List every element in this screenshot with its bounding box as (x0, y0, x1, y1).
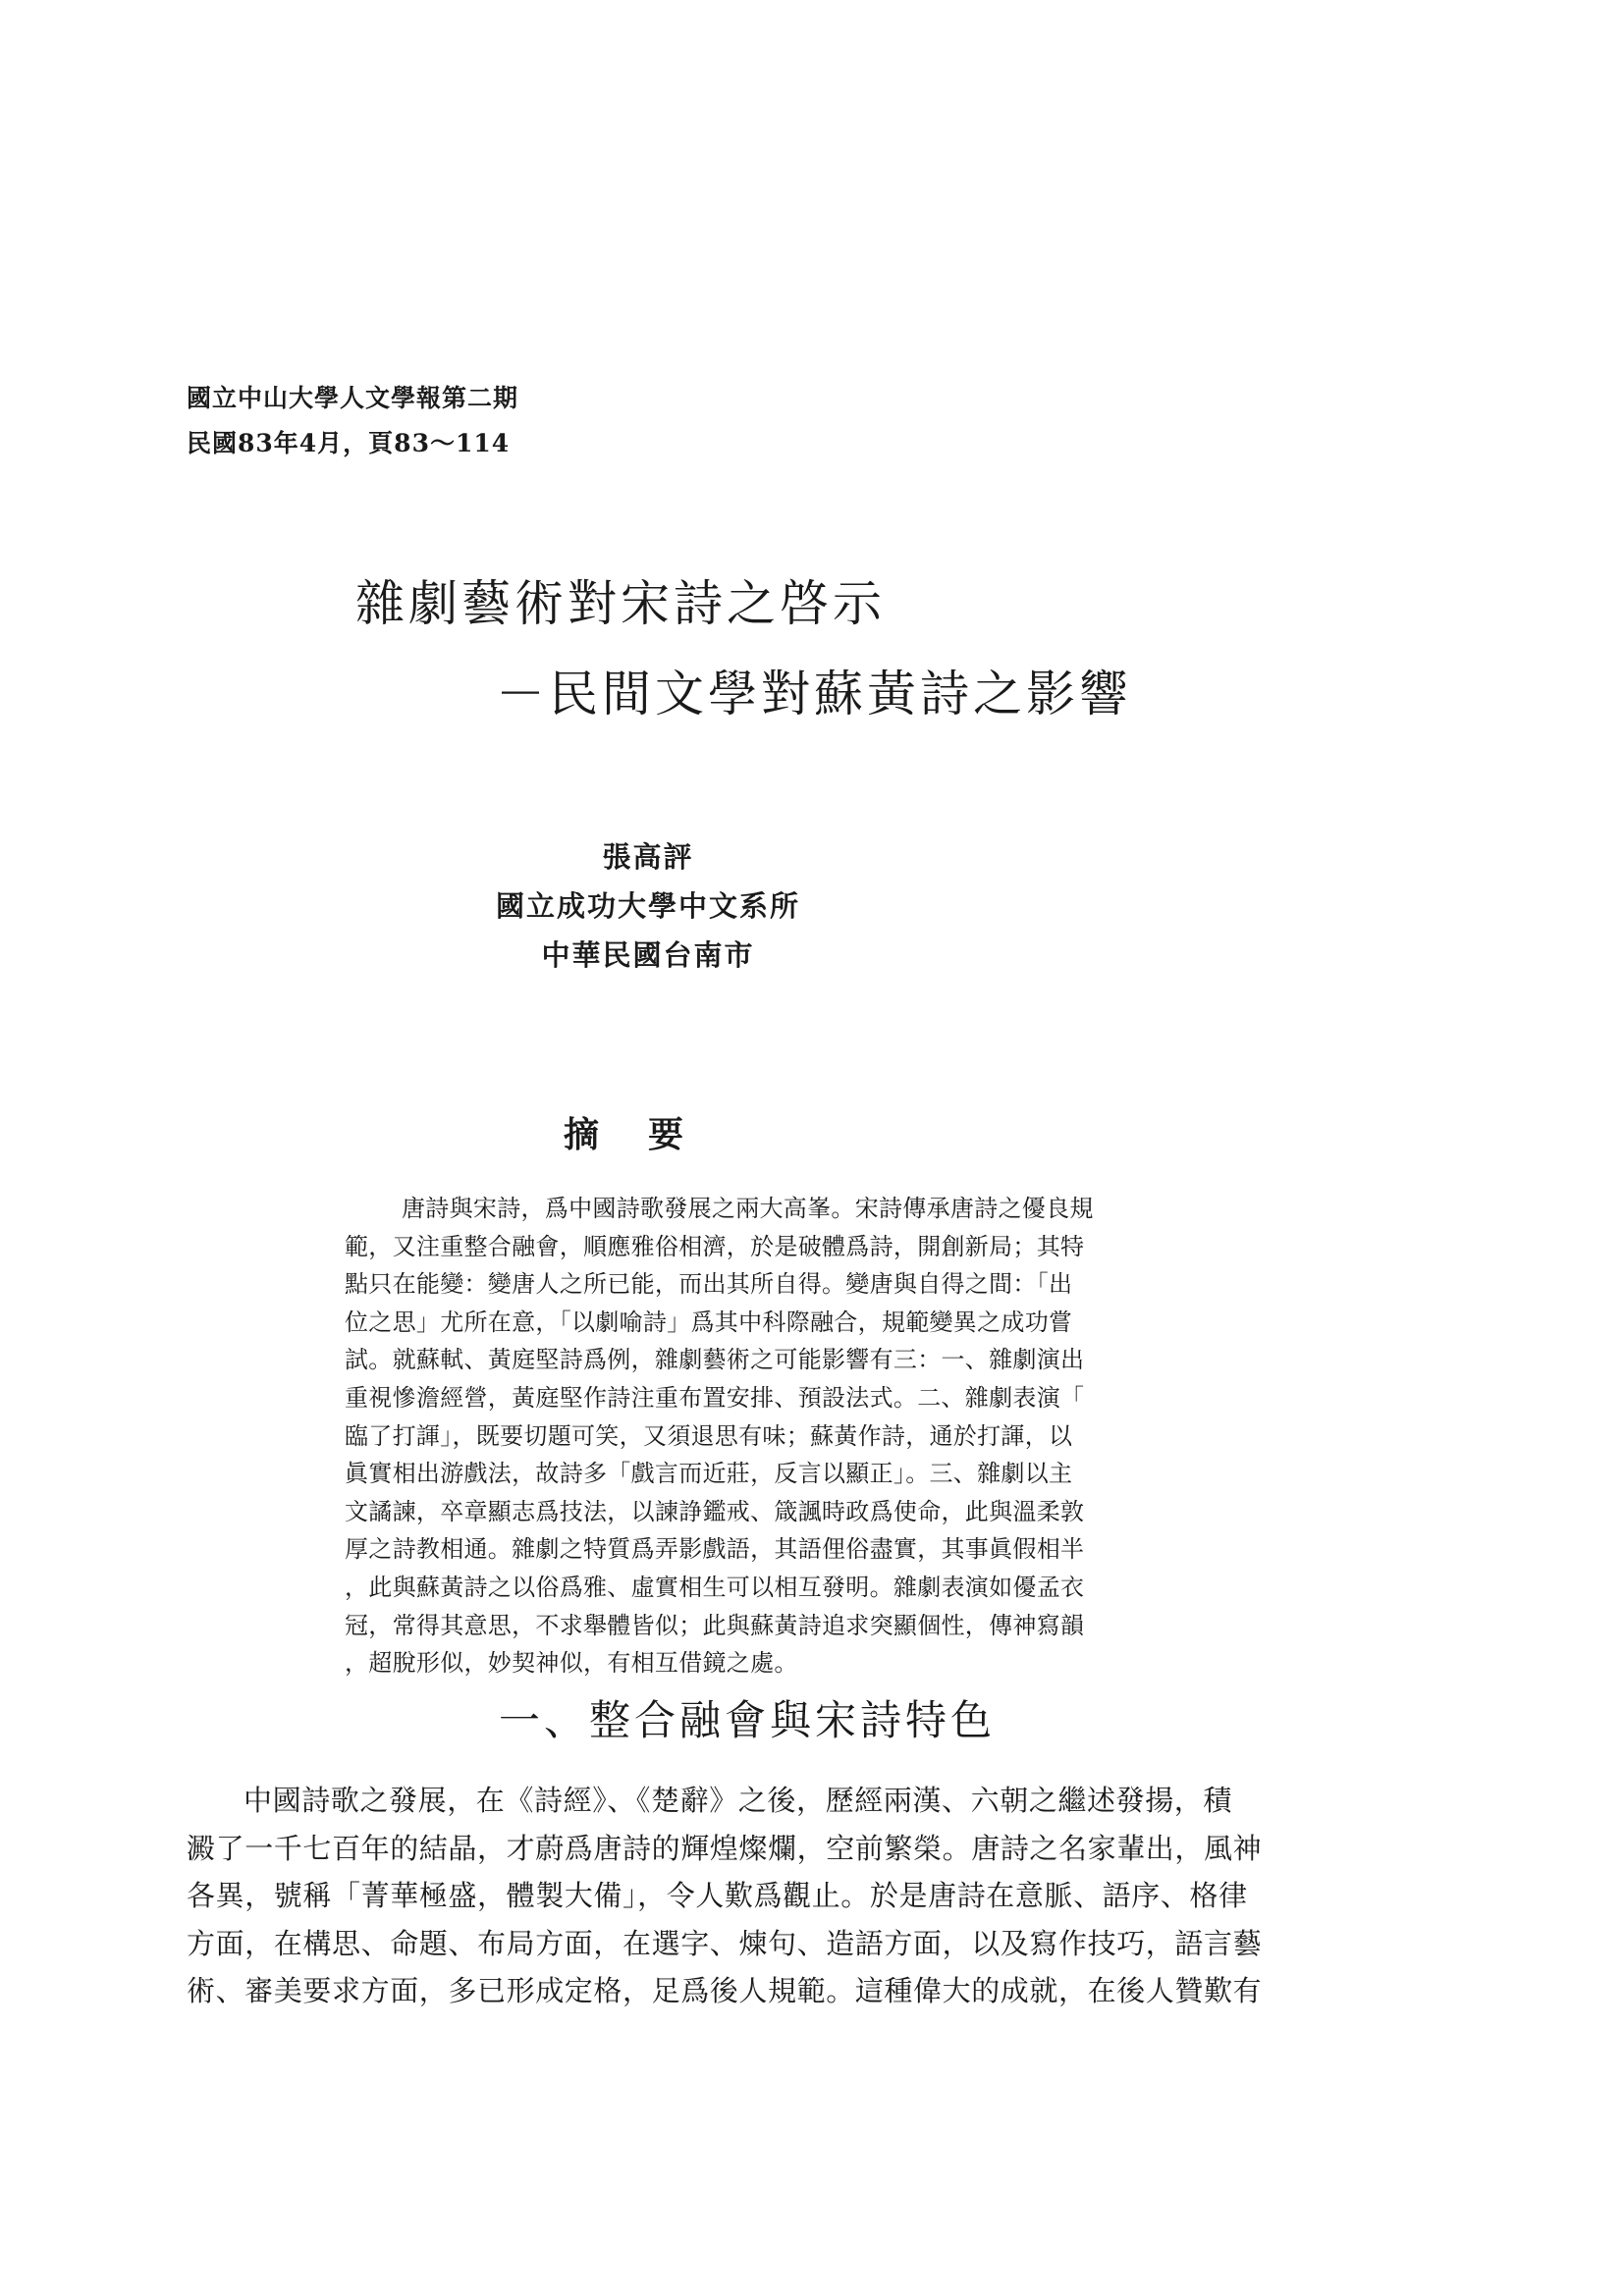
author-affiliation: 國立成功大學中文系所 (495, 889, 800, 923)
paper-subtitle: －民間文學對蘇黃詩之影響 (496, 666, 1132, 722)
section-body (187, 1777, 1267, 2015)
body-line: 術、審美要求方面，多已形成定格，足爲後人規範。這種偉大的成就，在後人贊歎有 (187, 1974, 1263, 2007)
abstract-line: 厚之詩教相通。雜劇之特質爲弄影戲語，其語俚俗盡實，其事眞假相半 (345, 1535, 1085, 1564)
body-line: 中國詩歌之發展，在《詩經》、《楚辭》之後，歷經兩漢、六朝之繼述發揚，積 (244, 1784, 1233, 1817)
body-line: 各異，號稱「菁華極盛，體製大備」，令人歎爲觀止。於是唐詩在意脈、語序、格律 (187, 1879, 1248, 1912)
abstract-line: 點只在能變：變唐人之所已能，而出其所自得。變唐與自得之間：「出 (345, 1270, 1073, 1299)
journal-header (187, 376, 518, 466)
abstract-heading: 摘要 (563, 1115, 732, 1155)
abstract-line: 試。就蘇軾、黃庭堅詩爲例，雜劇藝術之可能影響有三：一、雜劇演出 (345, 1346, 1085, 1374)
author-block (0, 832, 1296, 980)
abstract-line: 文譎諫，卒章顯志爲技法，以諫諍鑑戒、箴諷時政爲使命，此與溫柔敦 (345, 1497, 1085, 1525)
abstract-line: 重視慘澹經營，黃庭堅作詩注重布置安排、預設法式。二、雜劇表演「 (345, 1383, 1085, 1412)
paper-title: 雜劇藝術對宋詩之啓示 (355, 575, 886, 632)
abstract-line: 位之思」尤所在意，「以劇喻詩」爲其中科際融合，規範變異之成功嘗 (345, 1308, 1073, 1336)
abstract-line: 臨了打諢」，既要切題可笑，又須退思有味；蘇黃作詩，通於打諢，以 (345, 1421, 1073, 1450)
abstract-line: 唐詩與宋詩，爲中國詩歌發展之兩大高峯。宋詩傳承唐詩之優良規 (402, 1195, 1094, 1222)
abstract-line: 範，又注重整合融會，順應雅俗相濟，於是破體爲詩，開創新局；其特 (345, 1232, 1085, 1260)
abstract-line: ，超脫形似，妙契神似，有相互借鏡之處。 (345, 1649, 798, 1678)
abstract-line: ，此與蘇黃詩之以俗爲雅、虛實相生可以相互發明。雜劇表演如優孟衣 (345, 1573, 1085, 1601)
body-line: 方面，在構思、命題、布局方面，在選字、煉句、造語方面，以及寫作技巧，語言藝 (187, 1926, 1263, 1960)
journal-issue: 民國83年4月，頁83～114 (187, 429, 511, 457)
abstract-body (345, 1190, 1145, 1682)
abstract-line: 冠，常得其意思，不求舉體皆似；此與蘇黃詩追求突顯個性，傳神寫韻 (345, 1611, 1085, 1639)
abstract-line: 眞實相出游戲法，故詩多「戲言而近莊，反言以顯正」。三、雜劇以主 (345, 1460, 1073, 1488)
author-location: 中華民國台南市 (541, 938, 755, 972)
section-heading: 一、整合融會與宋詩特色 (499, 1696, 997, 1744)
author-name: 張高評 (602, 840, 694, 874)
journal-name: 國立中山大學人文學報第二期 (187, 384, 519, 412)
body-line: 澱了一千七百年的結晶，才蔚爲唐詩的輝煌燦爛，空前繁榮。唐詩之名家輩出，風神 (187, 1831, 1263, 1865)
